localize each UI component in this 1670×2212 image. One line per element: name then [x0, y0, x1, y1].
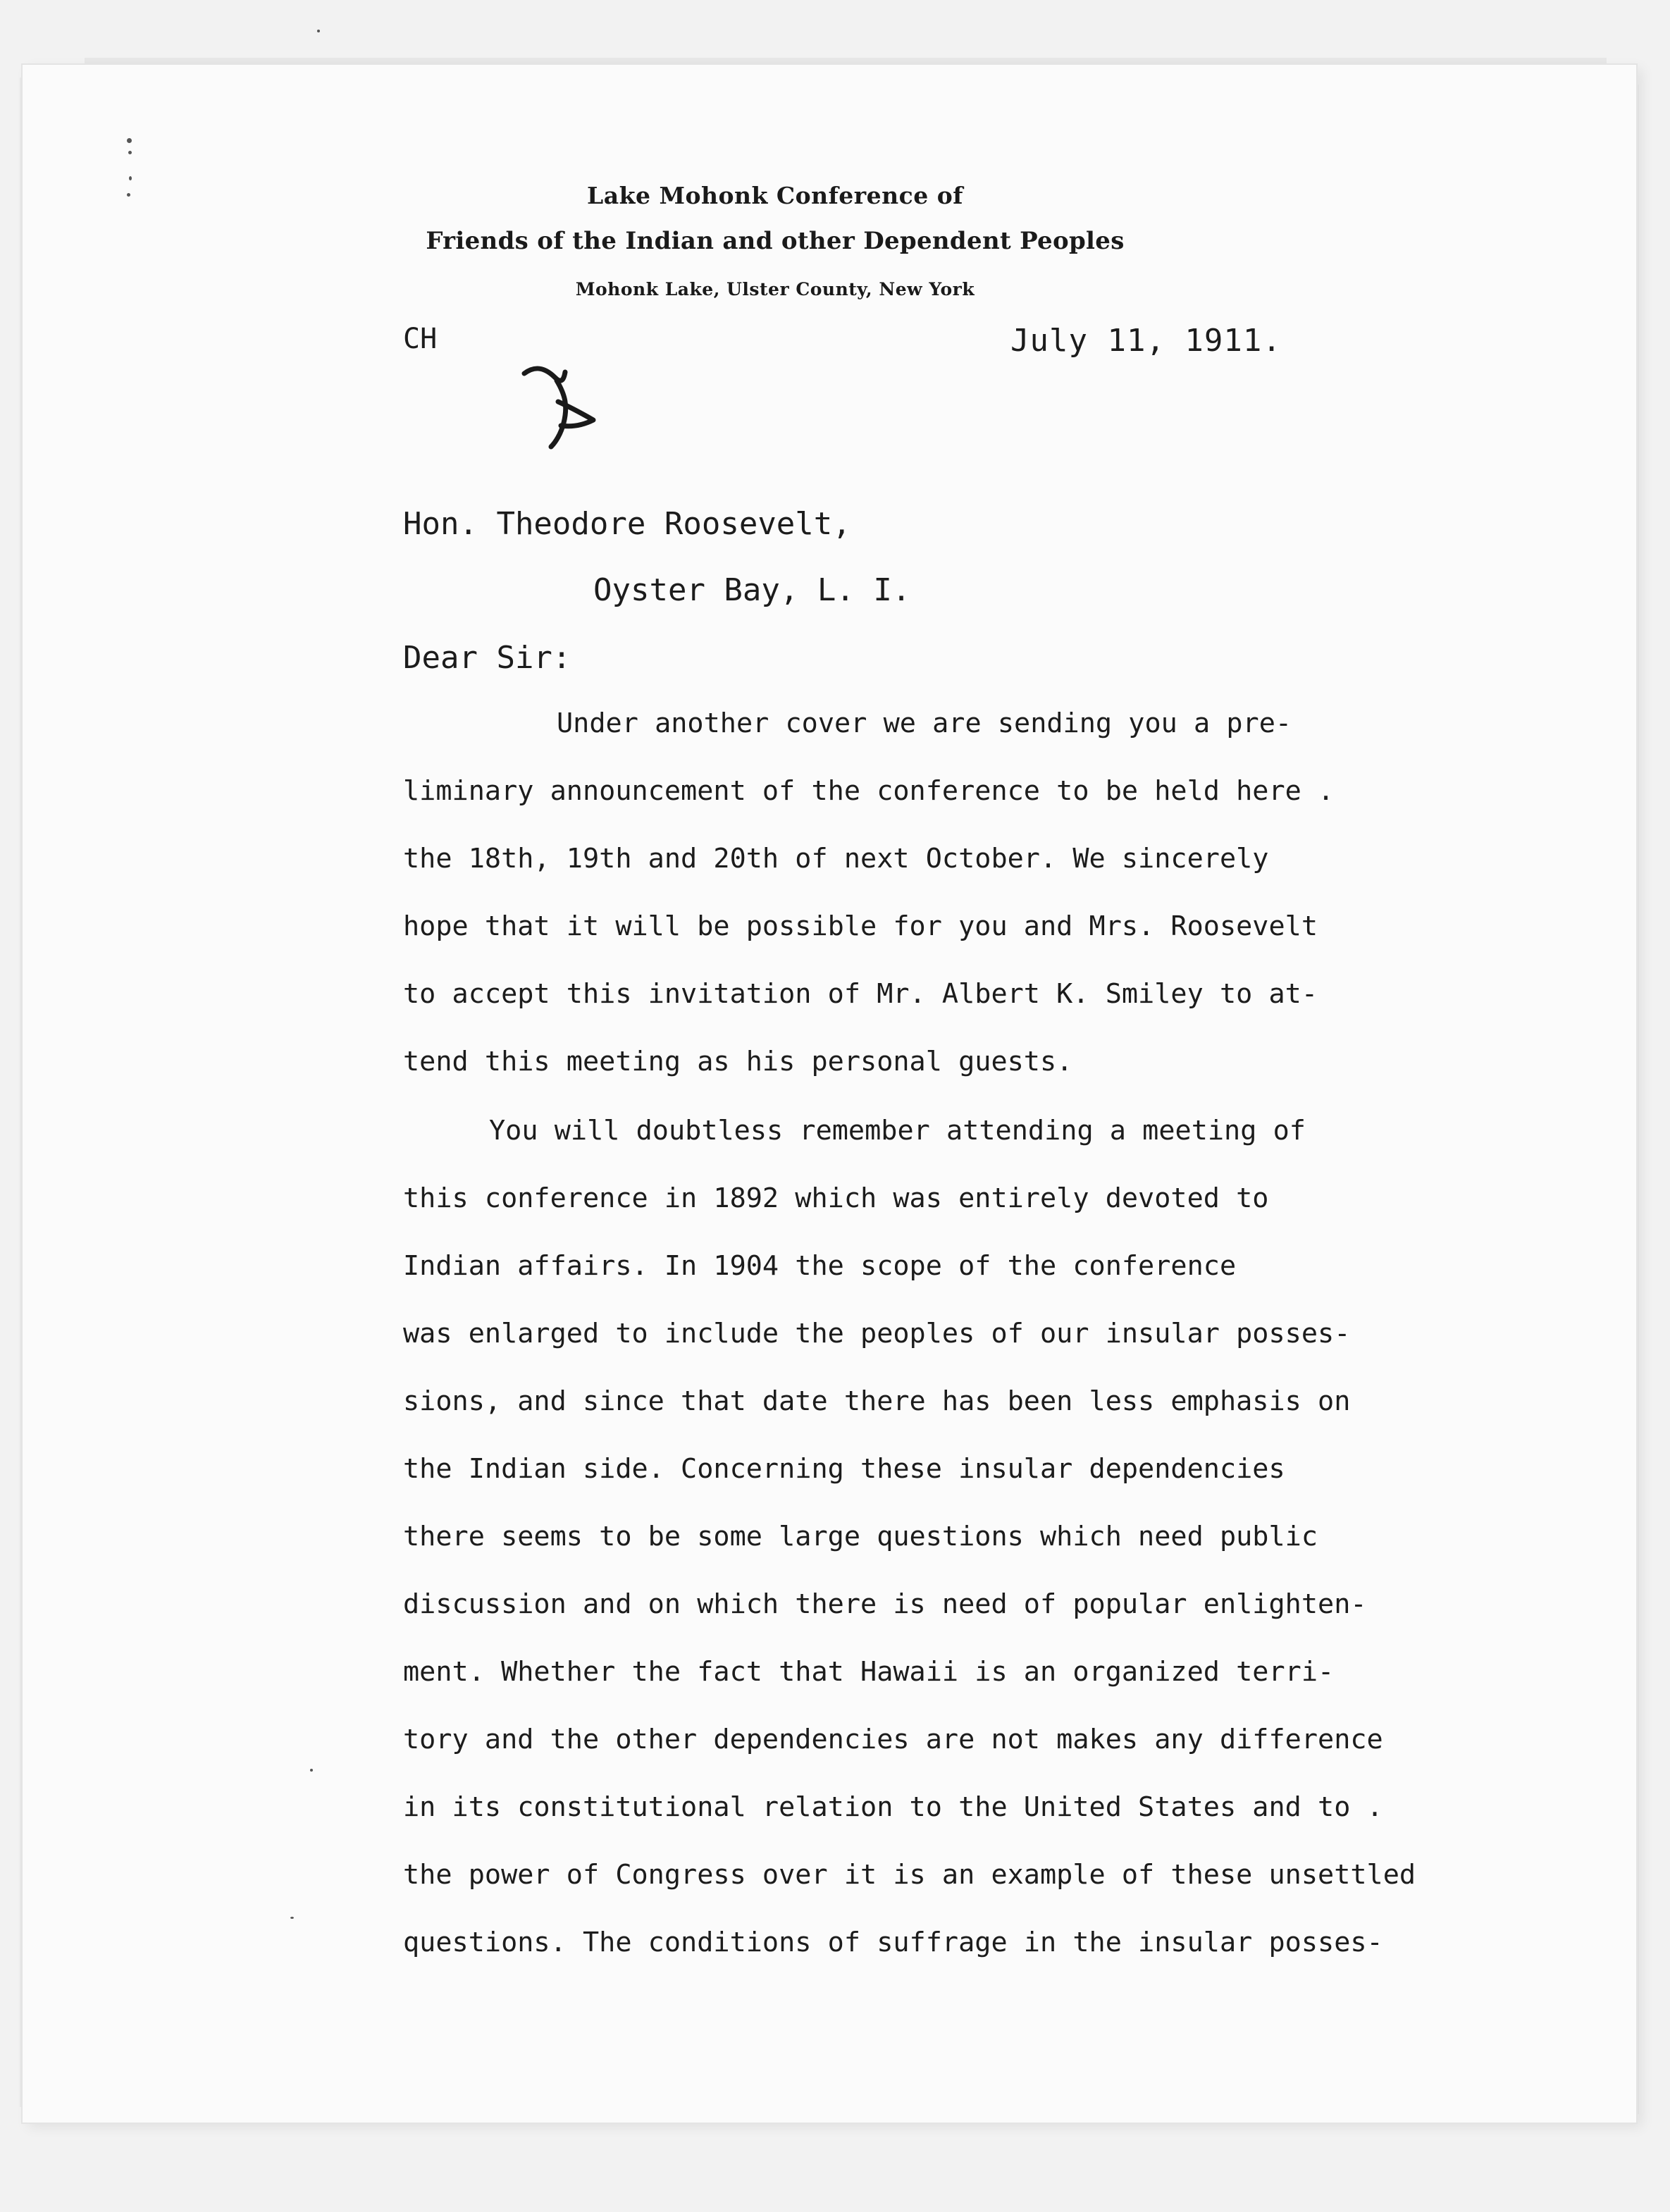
body-line: in its constitutional relation to the United States and to .	[403, 1791, 1383, 1823]
body-line: to accept this invitation of Mr. Albert K. Smiley to at-	[403, 978, 1318, 1010]
letterhead-subtitle: Friends of the Indian and other Dependent Peoples	[426, 227, 1125, 255]
scan-speck	[127, 138, 132, 143]
body-line: this conference in 1892 which was entirely devoted to	[403, 1182, 1269, 1214]
scan-speck	[310, 1769, 313, 1772]
body-line: tend this meeting as his personal guests.	[403, 1046, 1073, 1077]
letterhead-title: Lake Mohonk Conference of	[587, 182, 963, 209]
body-line: the Indian side. Concerning these insular dependencies	[403, 1453, 1285, 1485]
body-line: questions. The conditions of suffrage in the insular posses-	[403, 1927, 1383, 1958]
recipient-name: Hon. Theodore Roosevelt,	[403, 506, 851, 542]
body-line: the 18th, 19th and 20th of next October. We sincerely	[403, 843, 1269, 875]
body-line: there seems to be some large questions which need public	[403, 1521, 1318, 1552]
body-line: liminary announcement of the conference to be held here .	[403, 775, 1335, 807]
recipient-location: Oyster Bay, L. I.	[593, 572, 911, 608]
body-line: Under another cover we are sending you a pre-	[557, 708, 1292, 739]
letterhead-location: Mohonk Lake, Ulster County, New York	[575, 279, 975, 299]
scan-speck	[290, 1917, 294, 1919]
body-line: You will doubtless remember attending a meeting of	[489, 1115, 1306, 1147]
letter-date: July 11, 1911.	[1010, 323, 1282, 359]
handwritten-mark-icon	[514, 352, 613, 451]
scan-speck	[317, 30, 320, 32]
scan-speck	[129, 176, 132, 180]
body-line: was enlarged to include the peoples of our insular posses-	[403, 1318, 1351, 1349]
body-line: discussion and on which there is need of popular enlighten-	[403, 1588, 1367, 1620]
scan-speck	[128, 151, 132, 154]
body-line: hope that it will be possible for you and Mrs. Roosevelt	[403, 910, 1318, 942]
salutation: Dear Sir:	[403, 640, 571, 676]
body-line: the power of Congress over it is an example of these unsettled	[403, 1859, 1416, 1891]
scan-speck	[127, 193, 130, 197]
body-line: ment. Whether the fact that Hawaii is an organized terri-	[403, 1656, 1335, 1688]
body-line: Indian affairs. In 1904 the scope of the conference	[403, 1250, 1237, 1282]
body-line: sions, and since that date there has been less emphasis on	[403, 1385, 1351, 1417]
typist-initials: CH	[403, 323, 438, 355]
body-line: tory and the other dependencies are not makes any difference	[403, 1724, 1383, 1755]
